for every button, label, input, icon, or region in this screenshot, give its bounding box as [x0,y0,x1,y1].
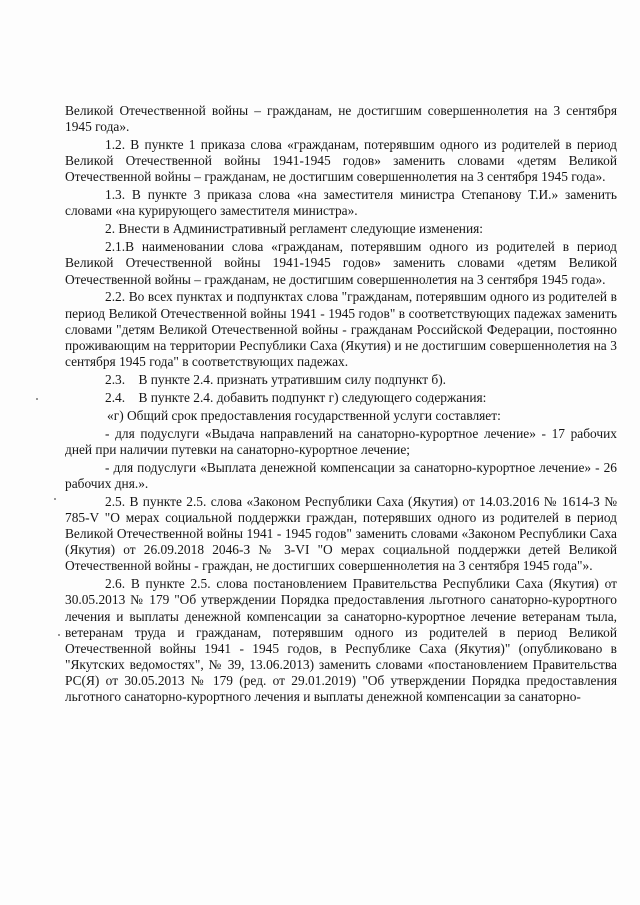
paragraph-2: 2. Внести в Административный регламент следующие изменения: [105,221,484,237]
paragraph-2-2: 2.2. Во всех пунктах и подпунктах слова "гражданам, потерявшим одного из родителей в период Великой Отечественной войны 1941 - 1945 годов" в соответствующих падежах заменить словами "детям Великой Отечественной войны - гражданам Российской Федерации, постоянно проживающим на территории Республики Саха (Якутия) и не достигшим совершеннолетия на 3 сентября 1945 года" в соответствующих падежах. [65,289,617,369]
paragraph-1-1-end: Великой Отечественной войны – гражданам, не достигшим совершеннолетия на 3 сентября 1945 года». [65,103,617,135]
scan-speck [36,398,38,400]
paragraph-g-intro: «г) Общий срок предоставления государственной услуги составляет: [107,407,501,423]
paragraph-2-5: 2.5. В пункте 2.5. слова «Законом Республики Саха (Якутия) от 14.03.2016 № 1614-З № 785-V "О мерах социальной поддержки граждан, потерявших одного из родителей в период Великой Отечественной войны 1941 - 1945 годов" заменить словами «Законом Республики Саха (Якутия) от 26.09.2018 2046-З № 3-VI "О мерах социальной поддержки детей Великой Отечественной войны - граждан, не достигших совершеннолетия на 3 сентября 1945 года"». [65,493,617,574]
paragraph-2-6: 2.6. В пункте 2.5. слова постановлением Правительства Республики Саха (Якутия) от 30.05.2013 № 179 "Об утверждении Порядка предоставления льготного санаторно-курортного лечения и выплаты денежной компенсации за санаторно-курортное лечение ветеранам тыла, ветеранам труда и гражданам, потерявшим одного из родителей в период Великой Отечественной войны 1941 - 1945 годов, в Республике Саха (Якутия)" (опубликовано в "Якутских ведомостях", № 39, 13.06.2013) заменить словами «постановлением Правительства РС(Я) от 30.05.2013 № 179 (ред. от 29.01.2019) "Об утверждении Порядка предоставления льготного санаторно-курортного лечения и выплаты денежной компенсации за санаторно- [65,576,617,704]
paragraph-2-1: 2.1.В наименовании слова «гражданам, потерявшим одного из родителей в период Великой Отечественной войны 1941-1945 годов» заменить словами «детям Великой Отечественной войны – гражданам, не достигшим совершеннолетия на 3 сентября 1945 года». [65,239,617,287]
paragraph-1-3: 1.3. В пункте 3 приказа слова «на заместителя министра Степанову Т.И.» заменить словами «на курирующего заместителя министра». [65,187,617,219]
paragraph-subservice-2: - для подуслуги «Выплата денежной компенсации за санаторно-курортное лечение» - 26 рабочих дня.». [65,459,617,491]
paragraph-2-3: 2.3. В пункте 2.4. признать утратившим силу подпункт б). [105,371,447,387]
document-body [65,103,617,707]
scan-speck [58,634,60,636]
scan-speck [54,498,56,500]
paragraph-2-4: 2.4. В пункте 2.4. добавить подпункт г) следующего содержания: [105,389,487,405]
paragraph-subservice-1: - для подуслуги «Выдача направлений на санаторно-курортное лечение» - 17 рабочих дней при наличии путевки на санаторно-курортное лечение; [65,425,617,457]
paragraph-1-2: 1.2. В пункте 1 приказа слова «гражданам, потерявшим одного из родителей в период Великой Отечественной войны 1941-1945 годов» заменить словами «детям Великой Отечественной войны – гражданам, не достигшим совершеннолетия на 3 сентября 1945 года». [65,137,617,185]
